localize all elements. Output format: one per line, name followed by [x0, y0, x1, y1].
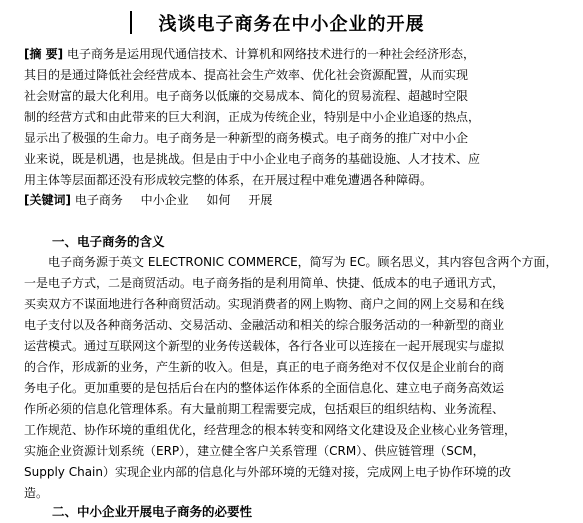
- abstract-text: 电子商务是运用现代通信技术、计算机和网络技术进行的一种社会经济形态，: [66, 47, 475, 61]
- section-heading-2: 二、中小企业开展电子商务的必要性: [52, 504, 253, 519]
- body-line: 电子支付以及各种商务活动、交易活动、金融活动和相关的综合服务活动的一种新型的商业: [24, 318, 505, 332]
- section-1-body: [24, 252, 574, 504]
- abstract-line: 其目的是通过降低社会经营成本、提高社会生产效率、优化社会资源配置，从而实现: [24, 68, 469, 82]
- keywords-line: [24, 190, 574, 211]
- keywords-row: [24, 190, 574, 211]
- abstract-line: 社会财富的最大化利用。电子商务以低廉的交易成本、简化的贸易流程、超越时空限: [24, 89, 469, 103]
- abstract-paragraph: [24, 44, 574, 191]
- abstract-line: [24, 44, 574, 65]
- abstract-line: 业来说，既是机遇，也是挑战。但是由于中小企业电子商务的基础设施、人才技术、应: [24, 152, 481, 166]
- body-line: 工作规范、协作环境的重组优化，经营理念的根本转变和网络文化建设及企业核心业务管理，: [24, 423, 517, 437]
- keywords-label: [关键词]: [24, 193, 71, 207]
- keyword: 电子商务: [74, 193, 123, 207]
- body-line: 电子商务源于英文 ELECTRONIC COMMERCE，简写为 EC。顾名思义，其内容包含两个方面，: [48, 255, 558, 269]
- body-line: 一是电子方式，二是商贸活动。电子商务指的是利用简单、快捷、低成本的电子通讯方式，: [24, 276, 505, 290]
- body-line: 作所必须的信息化管理体系。有大量前期工程需要完成，包括艰巨的组织结构、业务流程、: [24, 402, 505, 416]
- body-line: 买卖双方不谋面地进行各种商贸活动。实现消费者的网上购物、商户之间的网上交易和在线: [24, 297, 505, 311]
- keyword: 中小企业: [140, 193, 189, 207]
- keyword: 如何: [206, 193, 231, 207]
- body-line: 造。: [24, 486, 49, 500]
- abstract-line: 用主体等层面都还没有形成较完整的体系，在开展过程中难免遭遇各种障碍。: [24, 173, 433, 187]
- body-line: 的合作，形成新的业务，产生新的收入。但是，真正的电子商务绝对不仅仅是企业前台的商: [24, 360, 505, 374]
- body-line: 实施企业资源计划系统（ERP），建立健全客户关系管理（CRM）、供应链管理（SCM，: [24, 444, 485, 458]
- body-line: Supply Chain）实现企业内部的信息化与外部环境的无缝对接，完成网上电子协作环境的改: [24, 465, 511, 479]
- abstract-line: 显示出了极强的生命力。电子商务是一种新型的商务模式。电子商务的推广对中小企: [24, 131, 469, 145]
- abstract-label: [摘 要]: [24, 47, 64, 61]
- page-title: 浅谈电子商务在中小企业的开展: [158, 14, 425, 35]
- body-line: 运营模式。通过互联网这个新型的业务传送载体，各行各业可以连接在一起开展现实与虚拟: [24, 339, 505, 353]
- section-heading-1: 一、电子商务的含义: [52, 234, 165, 249]
- abstract-line: 制的经营方式和由此带来的巨大利润，正成为传统企业，特别是中小企业追逐的热点，: [24, 110, 481, 124]
- body-line: 务电子化。更加重要的是包括后台在内的整体运作体系的全面信息化、建立电子商务高效运: [24, 381, 505, 395]
- keyword: 开展: [248, 193, 273, 207]
